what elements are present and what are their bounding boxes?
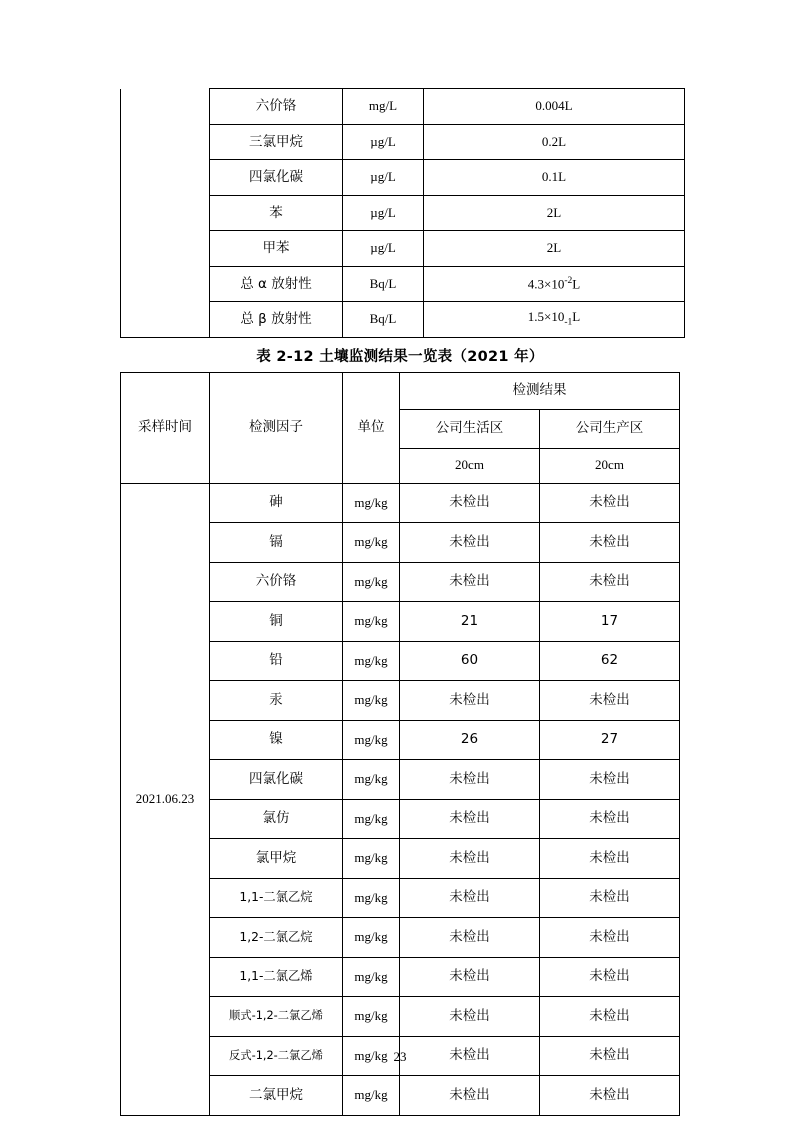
- value-cell: 0.1L: [424, 160, 685, 196]
- result-cell-production-area: 27: [540, 720, 680, 760]
- unit-cell: mg/kg: [343, 918, 400, 958]
- unit-cell: mg/kg: [343, 602, 400, 642]
- result-cell-production-area: 未检出: [540, 523, 680, 563]
- factor-cell: 1,2-二氯乙烷: [210, 918, 343, 958]
- value-cell: 0.004L: [424, 89, 685, 125]
- result-cell-production-area: 未检出: [540, 799, 680, 839]
- table-row: [121, 302, 685, 338]
- unit-cell: mg/kg: [343, 957, 400, 997]
- result-cell-living-area: 60: [400, 641, 540, 681]
- result-cell-production-area: 未检出: [540, 1076, 680, 1116]
- factor-cell: 顺式-1,2-二氯乙烯: [210, 997, 343, 1037]
- header-depth-1: 20cm: [400, 448, 540, 483]
- factor-cell: 镉: [210, 523, 343, 563]
- value-cell: 2L: [424, 195, 685, 231]
- unit-cell: mg/kg: [343, 1076, 400, 1116]
- result-cell-living-area: 21: [400, 602, 540, 642]
- result-cell-living-area: 未检出: [400, 839, 540, 879]
- header-unit: 单位: [343, 372, 400, 483]
- unit-cell: mg/kg: [343, 720, 400, 760]
- result-cell-living-area: 未检出: [400, 760, 540, 800]
- table-caption: 表 2-12 土壤监测结果一览表（2021 年）: [256, 348, 544, 365]
- unit-cell: mg/kg: [343, 641, 400, 681]
- factor-cell: 二氯甲烷: [210, 1076, 343, 1116]
- unit-cell: mg/kg: [343, 483, 400, 523]
- header-sample-time: 采样时间: [121, 372, 210, 483]
- page-content: [120, 88, 680, 1116]
- unit-cell: mg/kg: [343, 799, 400, 839]
- sample-time-cell: [121, 124, 210, 160]
- sample-time-value: 2021.06.23: [121, 483, 210, 1115]
- result-cell-living-area: 未检出: [400, 562, 540, 602]
- factor-cell: 苯: [210, 195, 343, 231]
- result-cell-living-area: 未检出: [400, 681, 540, 721]
- header-result-group: 检测结果: [400, 372, 680, 409]
- unit-cell: mg/kg: [343, 997, 400, 1037]
- value-cell: 0.2L: [424, 124, 685, 160]
- table-row: [121, 195, 685, 231]
- factor-cell: 铜: [210, 602, 343, 642]
- unit-cell: mg/kg: [343, 839, 400, 879]
- sample-time-cell: [121, 89, 210, 125]
- sample-time-cell: [121, 266, 210, 302]
- unit-cell: mg/kg: [343, 523, 400, 563]
- result-cell-living-area: 未检出: [400, 483, 540, 523]
- table-row: [121, 266, 685, 302]
- header-area-1: 公司生活区: [400, 409, 540, 448]
- table-row: [121, 483, 680, 523]
- result-cell-production-area: 17: [540, 602, 680, 642]
- table-row: [121, 231, 685, 267]
- continued-water-table: [120, 88, 685, 338]
- unit-cell: mg/kg: [343, 760, 400, 800]
- factor-cell: 1,1-二氯乙烷: [210, 878, 343, 918]
- result-cell-production-area: 未检出: [540, 997, 680, 1037]
- unit-cell: mg/kg: [343, 681, 400, 721]
- header-factor: 检测因子: [210, 372, 343, 483]
- unit-cell: mg/kg: [343, 1036, 400, 1076]
- unit-cell: Bq/L: [343, 266, 424, 302]
- result-cell-living-area: 未检出: [400, 523, 540, 563]
- result-cell-production-area: 62: [540, 641, 680, 681]
- factor-cell: 镍: [210, 720, 343, 760]
- factor-cell: 六价铬: [210, 562, 343, 602]
- factor-cell: 总 β 放射性: [210, 302, 343, 338]
- factor-cell: 三氯甲烷: [210, 124, 343, 160]
- factor-cell: 甲苯: [210, 231, 343, 267]
- result-cell-living-area: 未检出: [400, 1036, 540, 1076]
- result-cell-production-area: 未检出: [540, 681, 680, 721]
- sample-time-cell: [121, 160, 210, 196]
- factor-cell: 四氯化碳: [210, 160, 343, 196]
- result-cell-production-area: 未检出: [540, 483, 680, 523]
- value-cell: 2L: [424, 231, 685, 267]
- page-number: 23: [393, 1049, 407, 1064]
- sample-time-cell: [121, 195, 210, 231]
- result-cell-living-area: 26: [400, 720, 540, 760]
- header-depth-2: 20cm: [540, 448, 680, 483]
- factor-cell: 氯仿: [210, 799, 343, 839]
- factor-cell: 四氯化碳: [210, 760, 343, 800]
- factor-cell: 铅: [210, 641, 343, 681]
- table-row: [121, 160, 685, 196]
- unit-cell: µg/L: [343, 231, 424, 267]
- result-cell-living-area: 未检出: [400, 878, 540, 918]
- unit-cell: µg/L: [343, 195, 424, 231]
- result-cell-living-area: 未检出: [400, 1076, 540, 1116]
- value-cell: $1.5\times 10_{-1}L$: [424, 302, 685, 338]
- result-cell-living-area: 未检出: [400, 918, 540, 958]
- result-cell-living-area: 未检出: [400, 957, 540, 997]
- unit-cell: µg/L: [343, 160, 424, 196]
- factor-cell: 1,1-二氯乙烯: [210, 957, 343, 997]
- factor-cell: 反式-1,2-二氯乙烯: [210, 1036, 343, 1076]
- factor-cell: 六价铬: [210, 89, 343, 125]
- factor-cell: 汞: [210, 681, 343, 721]
- soil-monitoring-table: [120, 372, 680, 1116]
- table-header-row: [121, 372, 680, 409]
- unit-cell: µg/L: [343, 124, 424, 160]
- factor-cell: 砷: [210, 483, 343, 523]
- factor-cell: 氯甲烷: [210, 839, 343, 879]
- result-cell-production-area: 未检出: [540, 878, 680, 918]
- table-row: [121, 89, 685, 125]
- sample-time-cell: [121, 302, 210, 338]
- result-cell-production-area: 未检出: [540, 562, 680, 602]
- factor-cell: 总 α 放射性: [210, 266, 343, 302]
- result-cell-production-area: 未检出: [540, 918, 680, 958]
- unit-cell: mg/L: [343, 89, 424, 125]
- sample-time-cell: [121, 231, 210, 267]
- unit-cell: mg/kg: [343, 562, 400, 602]
- value-cell: $4.3\times 10^{-2}L$: [424, 266, 685, 302]
- unit-cell: Bq/L: [343, 302, 424, 338]
- header-area-2: 公司生产区: [540, 409, 680, 448]
- continued-water-table-body: [121, 89, 685, 338]
- soil-monitoring-table-body: [121, 372, 680, 1115]
- table-row: [121, 124, 685, 160]
- unit-cell: mg/kg: [343, 878, 400, 918]
- result-cell-living-area: 未检出: [400, 799, 540, 839]
- result-cell-production-area: 未检出: [540, 957, 680, 997]
- result-cell-living-area: 未检出: [400, 997, 540, 1037]
- result-cell-production-area: 未检出: [540, 839, 680, 879]
- result-cell-production-area: 未检出: [540, 1036, 680, 1076]
- result-cell-production-area: 未检出: [540, 760, 680, 800]
